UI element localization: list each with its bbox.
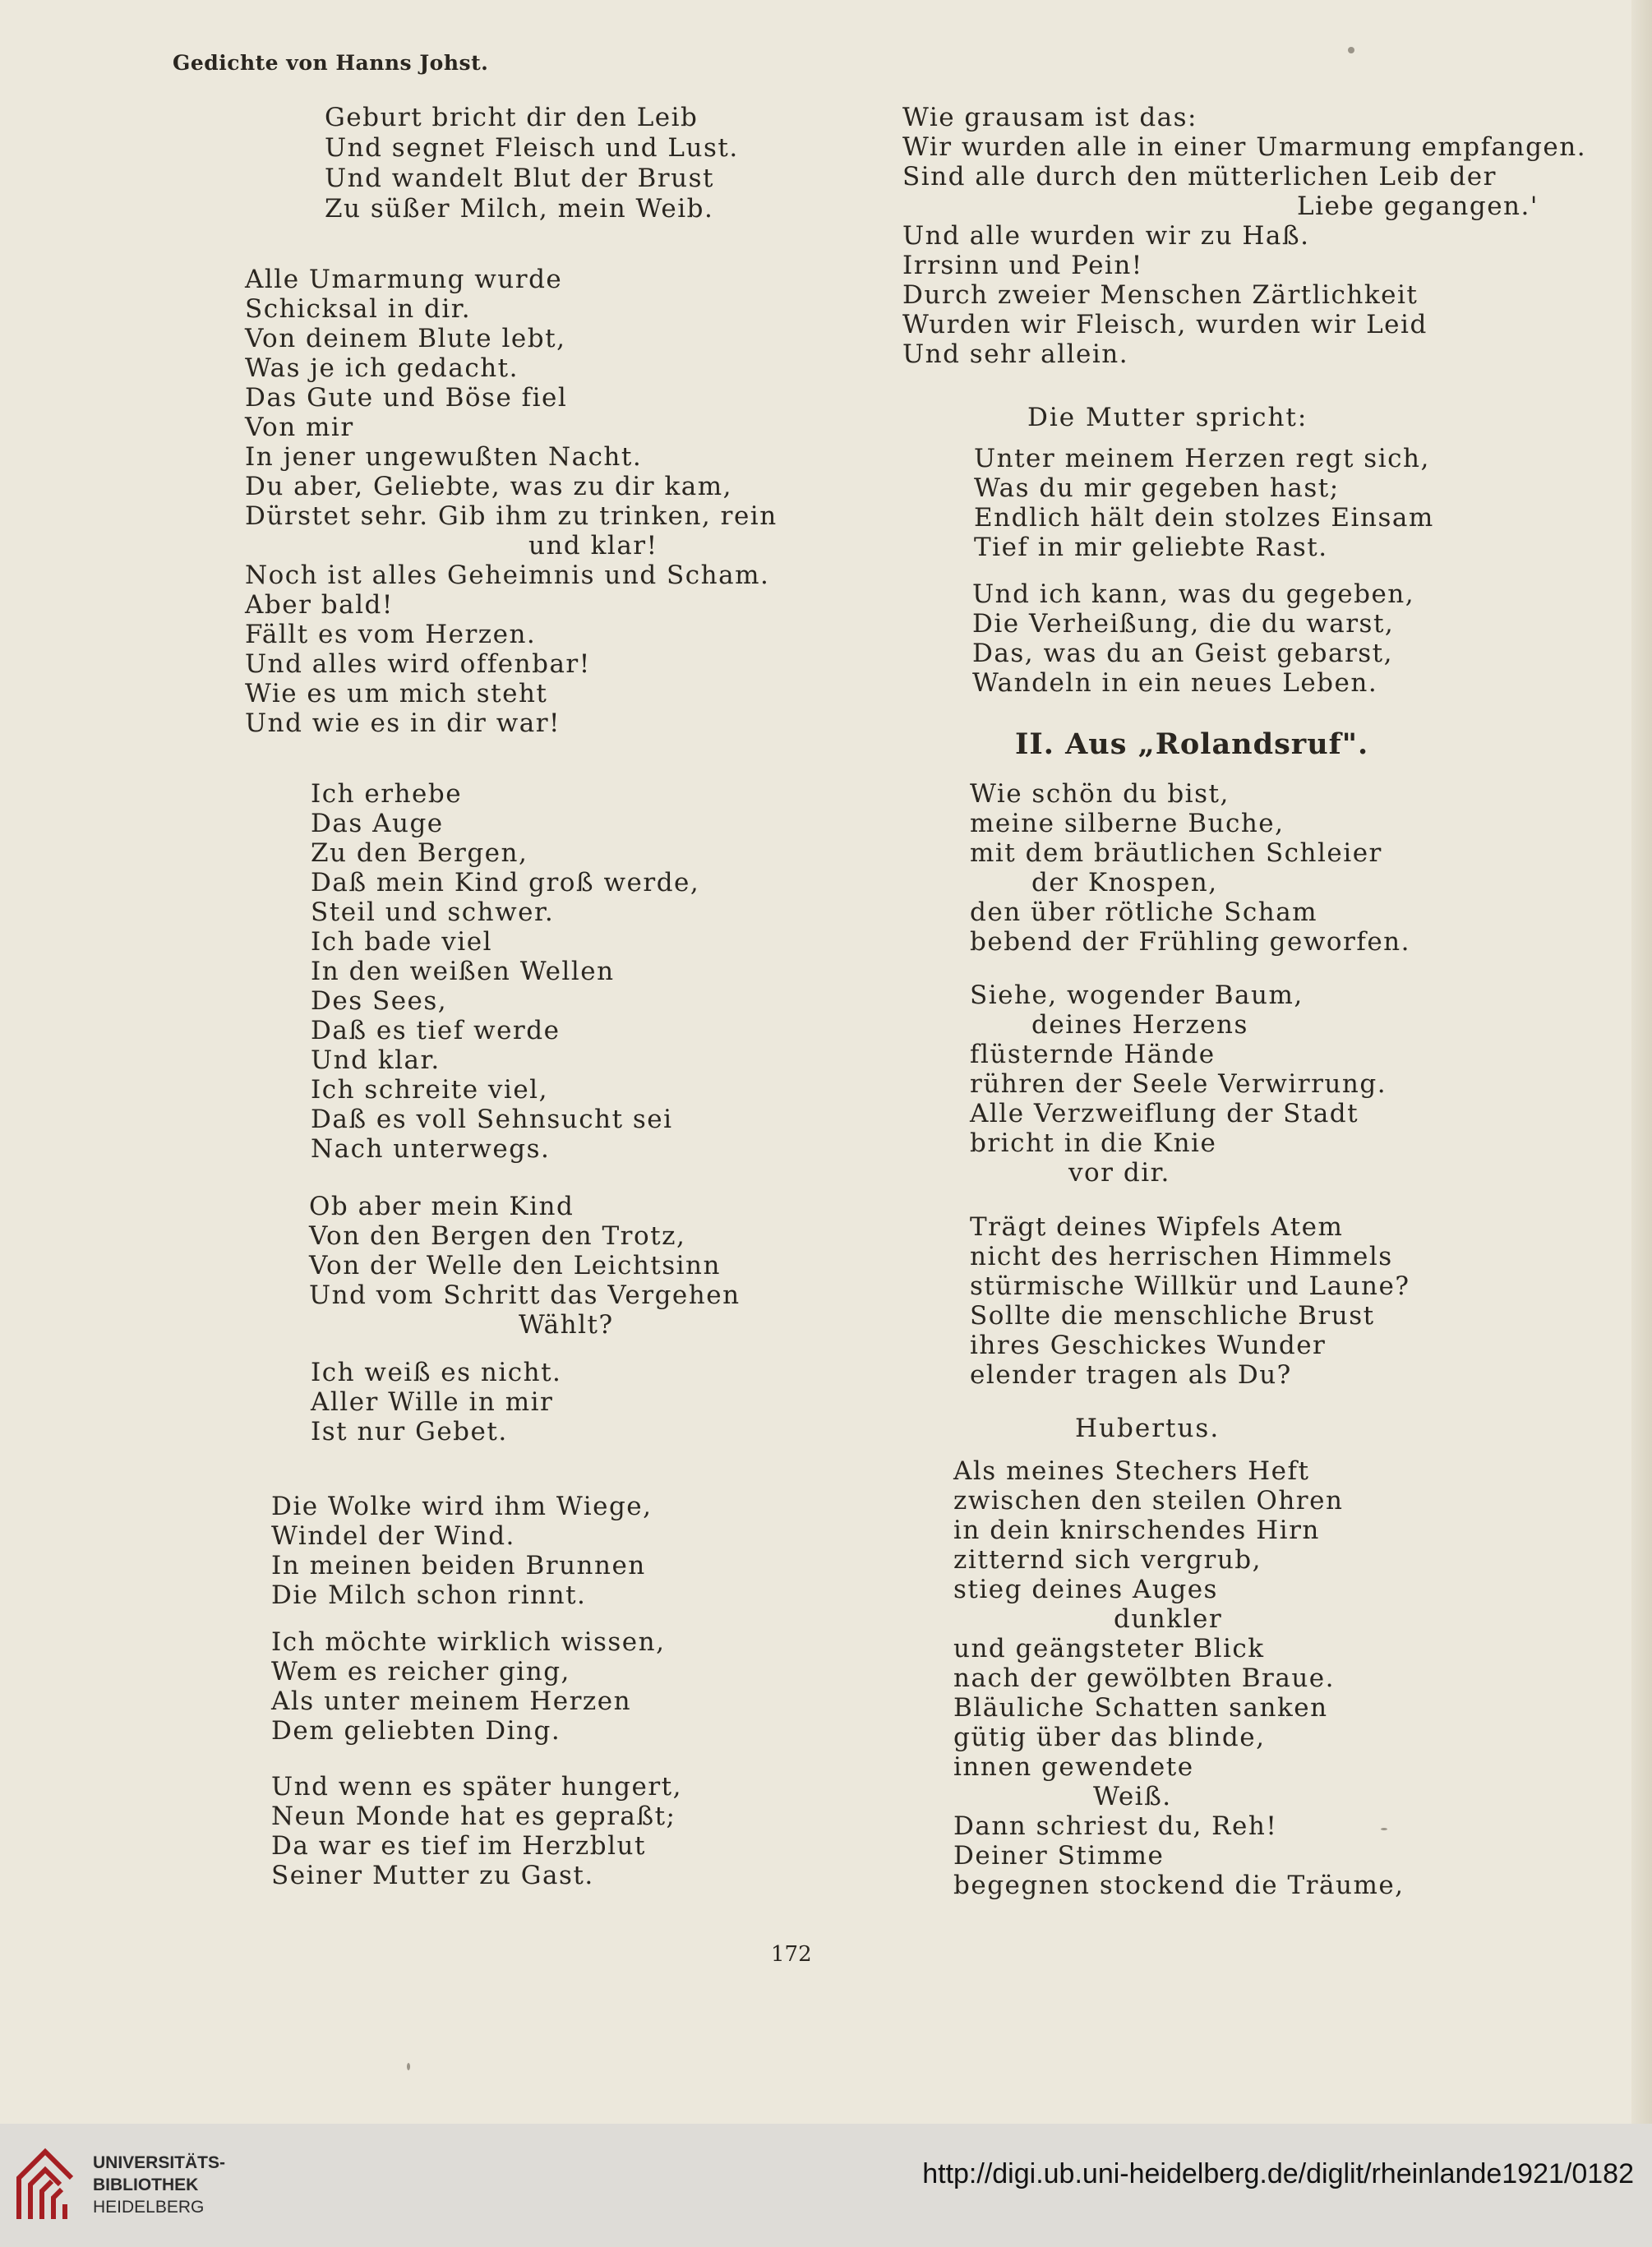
verse-line: Alle Umarmung wurde	[245, 265, 563, 294]
verse-line: Und ich kann, was du gegeben,	[972, 579, 1415, 609]
verse-line: Weiß.	[1093, 1782, 1172, 1811]
verse-line: deines Herzens	[1031, 1010, 1248, 1040]
verse-line: dunkler	[1114, 1604, 1223, 1634]
poem-stanza	[271, 1627, 666, 1775]
verse-line: Aller Wille in mir	[311, 1387, 554, 1417]
verse-line: Noch ist alles Geheimnis und Scham.	[245, 561, 770, 590]
scan-speck	[1381, 1828, 1387, 1830]
university-library-logo	[12, 2145, 78, 2227]
verse-line: Ob aber mein Kind	[309, 1192, 575, 1221]
poem-stanza	[953, 1456, 1405, 1930]
verse-line: Nach unterwegs.	[311, 1134, 551, 1164]
verse-line: Sollte die menschliche Brust	[970, 1301, 1375, 1331]
verse-line: Die Wolke wird ihm Wiege,	[271, 1492, 653, 1521]
verse-line: zwischen den steilen Ohren	[953, 1486, 1344, 1516]
verse-line: Wie grausam ist das:	[902, 103, 1197, 132]
verse-line: Wem es reicher ging,	[271, 1657, 570, 1686]
verse-line: Das Auge	[311, 809, 444, 838]
verse-line: In meinen beiden Brunnen	[271, 1551, 646, 1580]
verse-line: Wurden wir Fleisch, wurden wir Leid	[902, 310, 1428, 339]
verse-line: Von mir	[245, 413, 354, 442]
scan-speck	[1348, 47, 1354, 53]
verse-line: Geburt bricht dir den Leib	[325, 103, 699, 132]
verse-line: ihres Geschickes Wunder	[970, 1331, 1327, 1360]
institution-line: BIBLIOTHEK	[93, 2175, 199, 2194]
verse-line: Aber bald!	[245, 590, 394, 620]
verse-line: Ist nur Gebet.	[311, 1417, 508, 1446]
verse-line: gütig über das blinde,	[953, 1723, 1266, 1752]
source-url-link[interactable]: http://digi.ub.uni-heidelberg.de/diglit/rheinlande1921/0182	[922, 2158, 1634, 2189]
verse-line: Seiner Mutter zu Gast.	[271, 1861, 594, 1890]
verse-line: Zu den Bergen,	[311, 838, 528, 868]
page-edge-shadow	[1631, 0, 1652, 2124]
verse-line: Die Milch schon rinnt.	[271, 1580, 587, 1610]
poem-stanza	[271, 1492, 653, 1640]
verse-line: begegnen stockend die Träume,	[953, 1871, 1405, 1900]
verse-line: Dürstet sehr. Gib ihm zu trinken, rein	[245, 501, 778, 531]
verse-line: Sind alle durch den mütterlichen Leib der	[902, 162, 1497, 191]
verse-line: und geängsteter Blick	[953, 1634, 1265, 1663]
verse-line: In jener ungewußten Nacht.	[245, 442, 643, 472]
verse-line: rühren der Seele Verwirrung.	[970, 1069, 1387, 1099]
poem-heading: Die Mutter spricht:	[1027, 403, 1308, 432]
verse-line: Und wandelt Blut der Brust	[325, 164, 714, 193]
verse-line: Ich schreite viel,	[311, 1075, 548, 1105]
verse-line: Und alle wurden wir zu Haß.	[902, 221, 1310, 251]
verse-line: Das Gute und Böse fiel	[245, 383, 568, 413]
verse-line: flüsternde Hände	[970, 1040, 1216, 1069]
verse-line: Fällt es vom Herzen.	[245, 620, 537, 649]
verse-line: Tief in mir geliebte Rast.	[974, 533, 1328, 562]
running-header: Gedichte von Hanns Johst.	[173, 51, 489, 75]
verse-line: Trägt deines Wipfels Atem	[970, 1212, 1344, 1242]
verse-line: Siehe, wogender Baum,	[970, 980, 1304, 1010]
verse-line: Du aber, Geliebte, was zu dir kam,	[245, 472, 732, 501]
verse-line: Was du mir gegeben hast;	[974, 473, 1340, 503]
verse-line: Unter meinem Herzen regt sich,	[974, 444, 1430, 473]
verse-line: Zu süßer Milch, mein Weib.	[325, 194, 714, 224]
verse-line: Daß es voll Sehnsucht sei	[311, 1105, 673, 1134]
verse-line: Und vom Schritt das Vergehen	[309, 1280, 741, 1310]
verse-line: Durch zweier Menschen Zärtlichkeit	[902, 280, 1419, 310]
institution-line: UNIVERSITÄTS-	[93, 2153, 226, 2172]
verse-line: bebend der Frühling geworfen.	[970, 927, 1411, 957]
verse-line: In den weißen Wellen	[311, 957, 615, 986]
verse-line: Des Sees,	[311, 986, 448, 1016]
verse-line: stieg deines Auges	[953, 1575, 1218, 1604]
verse-line: Ich bade viel	[311, 927, 492, 957]
verse-line: Das, was du an Geist gebarst,	[972, 639, 1393, 668]
verse-line: Da war es tief im Herzblut	[271, 1831, 646, 1861]
verse-line: bricht in die Knie	[970, 1128, 1217, 1158]
verse-line: der Knospen,	[1031, 868, 1218, 897]
verse-line: Und alles wird offenbar!	[245, 649, 591, 679]
verse-line: innen gewendete	[953, 1752, 1194, 1782]
verse-line: Wie schön du bist,	[970, 779, 1230, 809]
verse-line: Von der Welle den Leichtsinn	[309, 1251, 721, 1280]
verse-line: Ich möchte wirklich wissen,	[271, 1627, 666, 1657]
verse-line: Deiner Stimme	[953, 1841, 1165, 1871]
poem-heading: Hubertus.	[1075, 1414, 1221, 1443]
poem-stanza	[245, 265, 778, 768]
poem-stanza	[970, 1212, 1410, 1419]
verse-line: Irrsinn und Pein!	[902, 251, 1143, 280]
poem-stanza	[325, 103, 739, 251]
verse-line: Ich erhebe	[311, 779, 463, 809]
scan-speck	[407, 2063, 410, 2070]
poem-stanza	[972, 579, 1415, 727]
verse-line: meine silberne Buche,	[970, 809, 1285, 838]
verse-line: Als meines Stechers Heft	[953, 1456, 1310, 1486]
institution-name	[93, 2152, 225, 2218]
verse-line: Dann schriest du, Reh!	[953, 1811, 1278, 1841]
verse-line: Von deinem Blute lebt,	[245, 324, 566, 353]
verse-line: in dein knirschendes Hirn	[953, 1516, 1320, 1545]
verse-line: Daß es tief werde	[311, 1016, 561, 1045]
verse-line: stürmische Willkür und Laune?	[970, 1271, 1410, 1301]
verse-line: Bläuliche Schatten sanken	[953, 1693, 1328, 1723]
verse-line: Alle Verzweiflung der Stadt	[970, 1099, 1359, 1128]
verse-line: vor dir.	[1068, 1158, 1170, 1188]
verse-line: und klar!	[528, 531, 658, 561]
verse-line: nach der gewölbten Braue.	[953, 1663, 1336, 1693]
verse-line: Neun Monde hat es gepraßt;	[271, 1802, 676, 1831]
verse-line: Ich weiß es nicht.	[311, 1358, 562, 1387]
institution-line: HEIDELBERG	[93, 2198, 205, 2217]
verse-line: Als unter meinem Herzen	[271, 1686, 632, 1716]
section-heading: II. Aus „Rolandsruf".	[1015, 727, 1369, 761]
poem-stanza	[311, 1358, 562, 1476]
verse-line: Was je ich gedacht.	[245, 353, 519, 383]
poem-stanza	[271, 1772, 682, 1920]
verse-line: Von den Bergen den Trotz,	[309, 1221, 686, 1251]
verse-line: Wählt?	[519, 1310, 614, 1340]
poem-stanza	[311, 779, 700, 1193]
poem-stanza	[970, 980, 1387, 1217]
verse-line: Und sehr allein.	[902, 339, 1129, 369]
verse-line: Steil und schwer.	[311, 897, 555, 927]
verse-line: Liebe gegangen.'	[1297, 191, 1539, 221]
verse-line: Wandeln in ein neues Leben.	[972, 668, 1378, 698]
page-number: 172	[771, 1942, 812, 1967]
verse-line: Daß mein Kind groß werde,	[311, 868, 700, 897]
verse-line: nicht des herrischen Himmels	[970, 1242, 1393, 1271]
verse-line: Wie es um mich steht	[245, 679, 548, 708]
poem-stanza	[309, 1192, 741, 1369]
verse-line: Schicksal in dir.	[245, 294, 472, 324]
verse-line: elender tragen als Du?	[970, 1360, 1292, 1390]
verse-line: Wir wurden alle in einer Umarmung empfangen.	[902, 132, 1587, 162]
poem-stanza	[974, 444, 1434, 592]
verse-line: Die Verheißung, die du warst,	[972, 609, 1395, 639]
verse-line: Und wie es in dir war!	[245, 708, 561, 738]
poem-stanza	[902, 103, 1587, 399]
verse-line: Und klar.	[311, 1045, 441, 1075]
verse-line: Endlich hält dein stolzes Einsam	[974, 503, 1434, 533]
verse-line: Dem geliebten Ding.	[271, 1716, 561, 1746]
verse-line: zitternd sich vergrub,	[953, 1545, 1262, 1575]
verse-line: Windel der Wind.	[271, 1521, 515, 1551]
verse-line: den über rötliche Scham	[970, 897, 1318, 927]
verse-line: mit dem bräutlichen Schleier	[970, 838, 1382, 868]
poem-stanza	[970, 779, 1411, 986]
verse-line: Und wenn es später hungert,	[271, 1772, 682, 1802]
verse-line: Und segnet Fleisch und Lust.	[325, 133, 739, 163]
